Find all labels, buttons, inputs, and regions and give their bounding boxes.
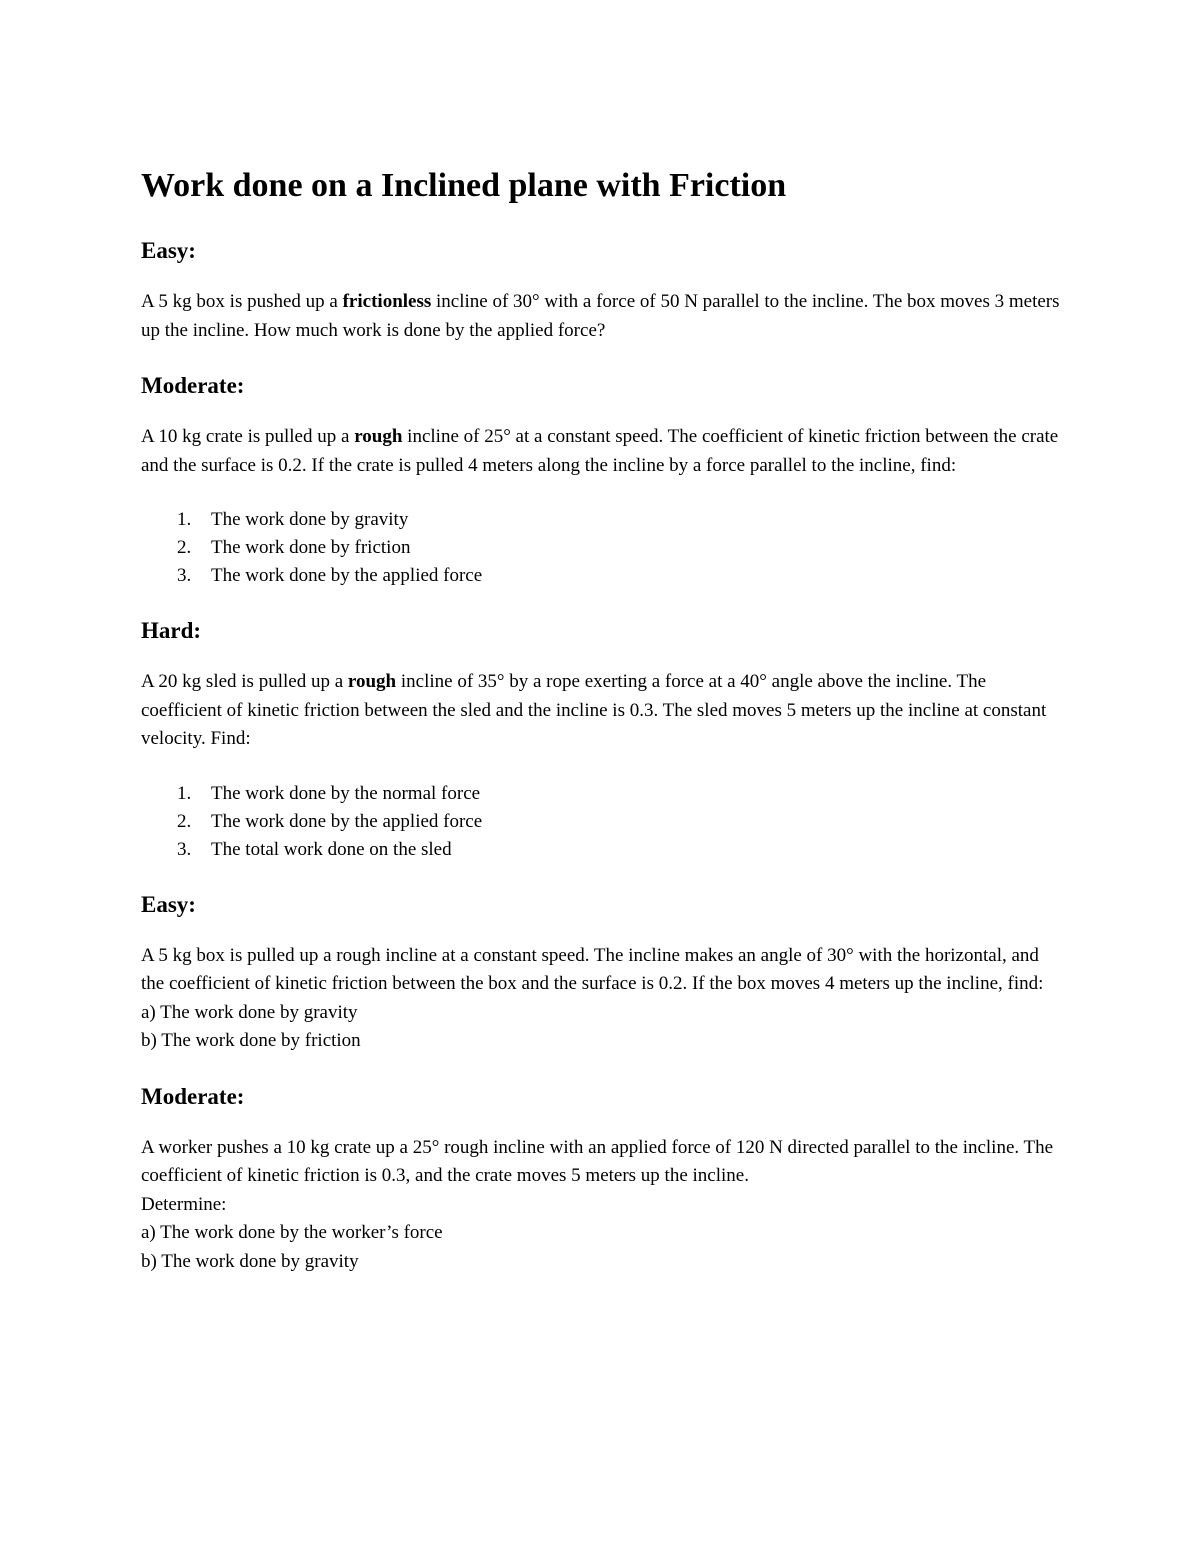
document-page <box>141 158 1066 1302</box>
section-hard <box>141 616 1066 864</box>
problem-text-part: incline of 25° at a constant speed. The coefficient of kinetic friction between the crate and the surface is 0.2. If the crate is pulled 4 meters along the incline by a force parallel to the incline, find: <box>141 426 1059 476</box>
section-heading: Easy: <box>141 238 196 263</box>
list-item <box>141 808 1066 836</box>
problem-emphasis: rough <box>347 671 397 692</box>
problem-text <box>141 668 1066 754</box>
subpart-a: a) The work done by gravity <box>141 1001 358 1023</box>
list-item-number: 3. <box>177 838 192 860</box>
problem-text <box>141 423 1066 480</box>
list-item-text: The work done by gravity <box>211 509 409 530</box>
question-list <box>141 506 1066 590</box>
list-item-text: The work done by the applied force <box>211 565 483 586</box>
section-heading: Moderate: <box>141 1083 245 1109</box>
problem-emphasis: rough <box>354 426 403 447</box>
problem-text-part: A 5 kg box is pulled up a rough incline at a constant speed. The incline makes an angle of 30° with the horizontal, and the coefficient of kinetic friction between the box and the surface is 0.2. If the box moves 4 meters up the incline, find: <box>141 944 1044 994</box>
section-heading: Moderate: <box>141 373 245 398</box>
list-item-number: 1. <box>177 782 192 804</box>
problem-text <box>141 1134 1066 1277</box>
section-easy-1 <box>141 236 1066 345</box>
subpart-b: b) The work done by gravity <box>141 1250 359 1272</box>
section-heading: Easy: <box>141 891 196 917</box>
problem-emphasis: frictionless <box>342 291 432 312</box>
list-item <box>141 780 1066 808</box>
problem-text-part: incline of 35° by a rope exerting a force at a 40° angle above the incline. The coefficient of kinetic friction between the sled and the incline is 0.3. The sled moves 5 meters up the incline at constant velocity. Find: <box>141 671 1047 749</box>
section-moderate-1 <box>141 371 1066 590</box>
list-item <box>141 562 1066 590</box>
list-item-number: 2. <box>177 810 192 832</box>
problem-text <box>141 942 1066 1056</box>
question-list <box>141 780 1066 864</box>
section-moderate-2 <box>141 1082 1066 1277</box>
problem-text <box>141 288 1066 345</box>
list-item-text: The total work done on the sled <box>211 838 452 860</box>
list-item-number: 2. <box>177 537 192 558</box>
subpart-b: b) The work done by friction <box>141 1030 361 1051</box>
section-heading: Hard: <box>141 618 202 643</box>
list-item-text: The work done by friction <box>211 537 411 558</box>
problem-prompt: Determine: <box>141 1193 227 1215</box>
list-item <box>141 836 1066 864</box>
section-easy-2 <box>141 890 1066 1056</box>
problem-text-part: A worker pushes a 10 kg crate up a 25° rough incline with an applied force of 120 N directed parallel to the incline. The coefficient of kinetic friction is 0.3, and the crate moves 5 meters up the incline. <box>141 1136 1054 1186</box>
list-item-text: The work done by the normal force <box>211 782 481 804</box>
problem-text-part: A 20 kg sled is pulled up a <box>141 671 348 692</box>
list-item <box>141 534 1066 562</box>
list-item-number: 1. <box>177 509 192 530</box>
problem-text-part: A 5 kg box is pushed up a <box>141 291 343 312</box>
list-item-text: The work done by the applied force <box>211 810 483 832</box>
list-item-number: 3. <box>177 565 192 586</box>
problem-text-part: incline of 30° with a force of 50 N parallel to the incline. The box moves 3 meters up the incline. How much work is done by the applied force? <box>141 291 1060 341</box>
list-item <box>141 506 1066 534</box>
document-title: Work done on a Inclined plane with Friction <box>141 167 787 204</box>
subpart-a: a) The work done by the worker’s force <box>141 1222 443 1243</box>
problem-text-part: A 10 kg crate is pulled up a <box>141 426 355 447</box>
